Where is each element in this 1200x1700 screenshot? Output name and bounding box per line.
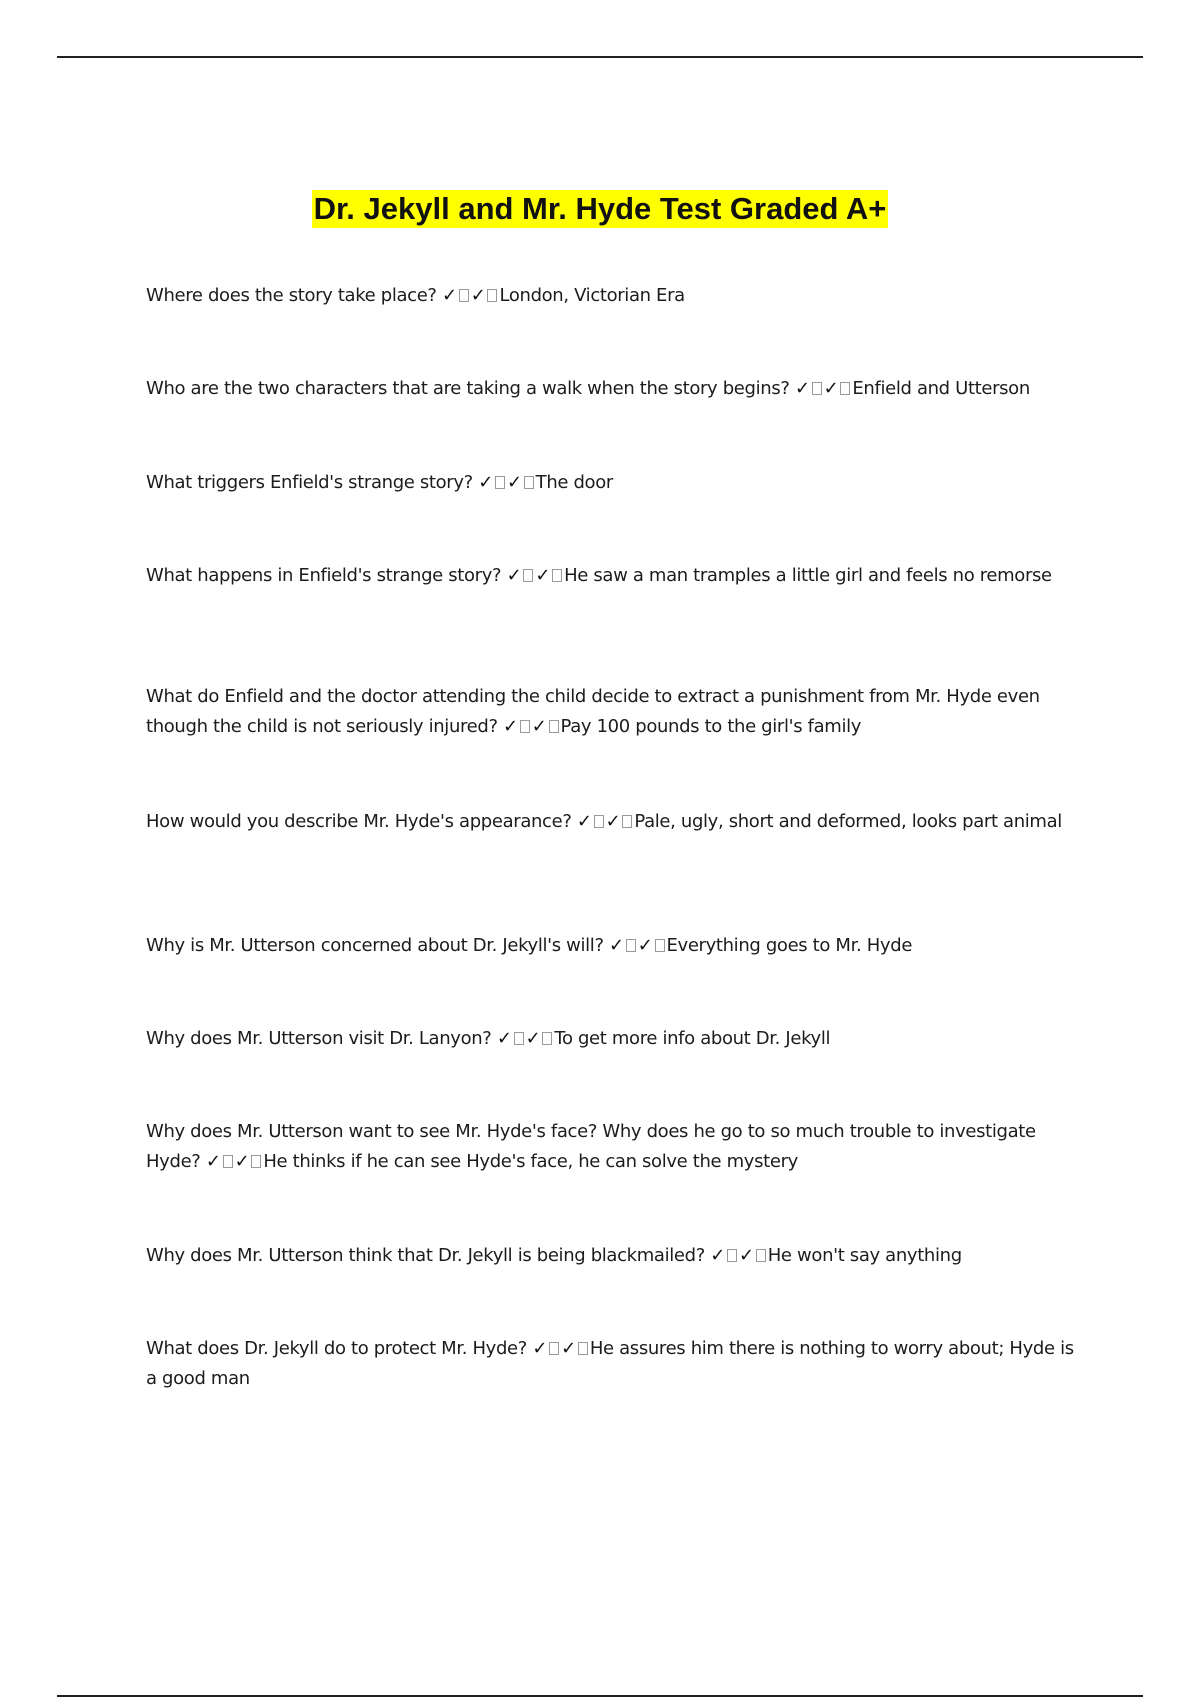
check-icon: ✓ [478,472,493,493]
qa-item [146,1117,1086,1177]
answer-text: Enfield and Utterson [852,378,1030,399]
missing-glyph-box [542,1032,552,1045]
check-icon: ✓ [576,811,592,832]
missing-glyph-box [459,289,469,302]
missing-glyph-box [812,382,822,395]
question-text: Where does the story take place? [146,285,437,306]
check-icon: ✓ [561,1338,576,1359]
answer-text: He won't say anything [767,1245,962,1266]
qa-item [146,807,1086,837]
check-icon: ✓ [470,285,486,306]
check-icon: ✓ [234,1151,250,1172]
missing-glyph-box [549,1342,559,1355]
check-icon: ✓ [710,1245,726,1266]
qa-item [146,468,1086,498]
check-icon: ✓ [605,811,621,832]
question-text: Why is Mr. Utterson concerned about Dr. Jekyll's will? [146,935,604,956]
answer-text: He saw a man tramples a little girl and feels no remorse [564,565,1052,586]
check-icon: ✓ [823,378,839,399]
missing-glyph-box [520,720,530,733]
missing-glyph-box [727,1249,737,1262]
check-icon: ✓ [496,1028,512,1049]
qa-item [146,281,1086,311]
missing-glyph-box [594,815,604,828]
title-container [0,190,1200,228]
qa-item [146,561,1086,591]
question-text: Why does Mr. Utterson think that Dr. Jekyll is being blackmailed? [146,1245,705,1266]
missing-glyph-box [523,569,533,582]
qa-item [146,1241,1086,1271]
answer-text: The door [535,472,613,493]
qa-item [146,1024,1086,1054]
missing-glyph-box [495,476,505,489]
check-icon: ✓ [442,285,457,306]
answer-text: Pale, ugly, short and deformed, looks part animal [634,811,1062,832]
check-icon: ✓ [506,472,522,493]
check-icon: ✓ [637,935,653,956]
question-text: What happens in Enfield's strange story? [146,565,502,586]
top-rule [57,56,1143,58]
question-text: How would you describe Mr. Hyde's appearance? [146,811,572,832]
bottom-rule [57,1695,1143,1697]
answer-text: To get more info about Dr. Jekyll [554,1028,831,1049]
check-icon: ✓ [506,565,522,586]
check-icon: ✓ [531,716,547,737]
question-text: What do Enfield and the doctor attending the child decide to extract a punishment from Mr. Hyde even though the child is not seriously injured? [146,686,1040,737]
check-icon: ✓ [794,378,810,399]
question-text: Why does Mr. Utterson visit Dr. Lanyon? [146,1028,492,1049]
missing-glyph-box [622,815,632,828]
missing-glyph-box [840,382,850,395]
missing-glyph-box [552,569,562,582]
answer-text: Pay 100 pounds to the girl's family [560,716,862,737]
question-text: Why does Mr. Utterson want to see Mr. Hyde's face? Why does he go to so much trouble to investigate Hyde? [146,1121,1036,1172]
qa-item [146,1334,1086,1394]
missing-glyph-box [549,720,559,733]
document-title: Dr. Jekyll and Mr. Hyde Test Graded A+ [313,191,887,226]
missing-glyph-box [514,1032,524,1045]
missing-glyph-box [524,476,534,489]
qa-item [146,931,1086,961]
check-icon: ✓ [609,935,624,956]
missing-glyph-box [578,1342,588,1355]
question-text: Who are the two characters that are taking a walk when the story begins? [146,378,790,399]
missing-glyph-box [223,1155,233,1168]
check-icon: ✓ [205,1151,221,1172]
answer-text: He assures him there is nothing to worry about; Hyde is a good man [146,1338,1074,1389]
missing-glyph-box [251,1155,261,1168]
answer-text: London, Victorian Era [499,285,685,306]
qa-item [146,682,1086,742]
missing-glyph-box [655,939,665,952]
missing-glyph-box [756,1249,766,1262]
check-icon: ✓ [535,565,551,586]
check-icon: ✓ [532,1338,548,1359]
check-icon: ✓ [503,716,518,737]
answer-text: He thinks if he can see Hyde's face, he can solve the mystery [263,1151,798,1172]
question-text: What does Dr. Jekyll do to protect Mr. Hyde? [146,1338,527,1359]
check-icon: ✓ [525,1028,541,1049]
missing-glyph-box [487,289,497,302]
qa-item [146,374,1086,404]
check-icon: ✓ [739,1245,754,1266]
question-text: What triggers Enfield's strange story? [146,472,473,493]
answer-text: Everything goes to Mr. Hyde [666,935,913,956]
missing-glyph-box [626,939,636,952]
